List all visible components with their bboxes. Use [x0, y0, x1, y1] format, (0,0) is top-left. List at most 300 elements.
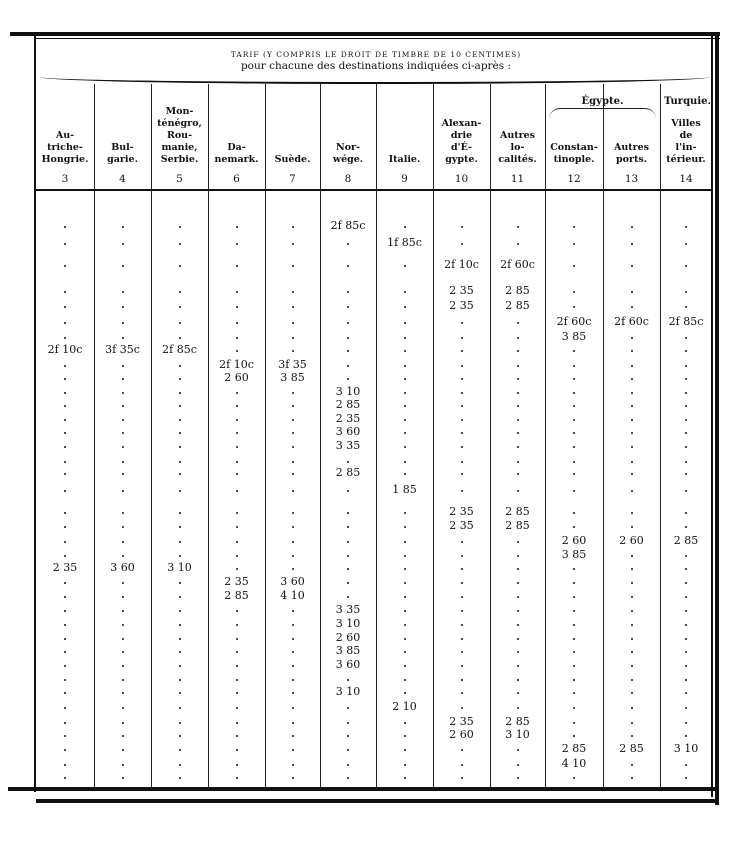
leader-dot: [461, 679, 463, 681]
leader-dot: [179, 337, 181, 339]
leader-dot: [685, 432, 687, 434]
leader-dot: [631, 735, 633, 737]
leader-dot: [517, 350, 519, 352]
leader-dot: [517, 707, 519, 709]
leader-dot: [573, 405, 575, 407]
leader-dot: [64, 432, 66, 434]
leader-dot: [517, 365, 519, 367]
leader-dot: [573, 291, 575, 293]
column-divider: [490, 84, 491, 787]
leader-dot: [517, 555, 519, 557]
leader-dot: [236, 490, 238, 492]
column-header-line: drie: [450, 130, 473, 141]
column-header-line: de: [679, 130, 693, 141]
leader-dot: [631, 679, 633, 681]
leader-dot: [292, 749, 294, 751]
tariff-value: 2 35: [224, 575, 249, 588]
leader-dot: [292, 512, 294, 514]
leader-dot: [517, 679, 519, 681]
leader-dot: [64, 777, 66, 779]
column-header-line: Au-: [55, 130, 75, 141]
leader-dot: [404, 764, 406, 766]
leader-dot: [122, 490, 124, 492]
column-divider: [603, 84, 604, 787]
tariff-value: 2 85: [505, 284, 530, 297]
leader-dot: [122, 419, 124, 421]
tariff-value: 3 10: [673, 742, 699, 755]
column-divider: [94, 84, 95, 787]
tariff-value: 2 85: [505, 505, 530, 518]
leader-dot: [685, 378, 687, 380]
leader-dot: [122, 446, 124, 448]
leader-dot: [64, 512, 66, 514]
tariff-value: 2 85: [505, 519, 530, 532]
tariff-value: 2 35: [449, 284, 474, 297]
leader-dot: [404, 365, 406, 367]
leader-dot: [64, 596, 66, 598]
leader-dot: [517, 665, 519, 667]
leader-dot: [461, 596, 463, 598]
leader-dot: [179, 322, 181, 324]
leader-dot: [404, 568, 406, 570]
leader-dot: [573, 512, 575, 514]
leader-dot: [292, 735, 294, 737]
leader-dot: [631, 446, 633, 448]
leader-dot: [517, 777, 519, 779]
column-number: 14: [679, 173, 693, 185]
leader-dot: [631, 461, 633, 463]
leader-dot: [573, 582, 575, 584]
leader-dot: [631, 651, 633, 653]
leader-dot: [631, 624, 633, 626]
leader-dot: [573, 226, 575, 228]
leader-dot: [573, 306, 575, 308]
leader-dot: [236, 777, 238, 779]
leader-dot: [179, 392, 181, 394]
leader-dot: [404, 777, 406, 779]
leader-dot: [631, 692, 633, 694]
leader-dot: [64, 378, 66, 380]
column-header: [94, 142, 151, 166]
leader-dot: [517, 337, 519, 339]
leader-dot: [64, 226, 66, 228]
column-divider: [151, 84, 152, 787]
column-header-line: wége.: [332, 154, 364, 165]
tariff-value: 2f 85c: [330, 219, 366, 232]
leader-dot: [404, 306, 406, 308]
leader-dot: [64, 365, 66, 367]
leader-dot: [573, 610, 575, 612]
leader-dot: [292, 432, 294, 434]
column-header: [490, 130, 545, 166]
leader-dot: [64, 624, 66, 626]
column-header: [151, 106, 208, 166]
leader-dot: [347, 555, 349, 557]
group-header-turquie: Turquie.: [664, 96, 711, 107]
leader-dot: [517, 651, 519, 653]
leader-dot: [122, 679, 124, 681]
leader-dot: [64, 337, 66, 339]
tariff-value: 3 60: [280, 575, 305, 588]
leader-dot: [122, 692, 124, 694]
leader-dot: [179, 610, 181, 612]
leader-dot: [292, 265, 294, 267]
leader-dot: [179, 512, 181, 514]
leader-dot: [631, 596, 633, 598]
leader-dot: [631, 610, 633, 612]
leader-dot: [236, 446, 238, 448]
leader-dot: [685, 461, 687, 463]
leader-dot: [122, 392, 124, 394]
leader-dot: [122, 526, 124, 528]
leader-dot: [122, 473, 124, 475]
column-divider: [660, 84, 661, 787]
leader-dot: [573, 707, 575, 709]
column-number: 12: [567, 173, 581, 185]
leader-dot: [179, 419, 181, 421]
column-divider: [545, 84, 546, 787]
column-header-line: gypte.: [445, 154, 478, 165]
column-header-line: Nor-: [336, 142, 360, 153]
leader-dot: [122, 610, 124, 612]
tariff-value: 2 60: [335, 631, 361, 644]
column-header-line: Autres: [499, 130, 536, 141]
leader-dot: [517, 446, 519, 448]
column-number: 5: [176, 173, 183, 185]
leader-dot: [685, 291, 687, 293]
leader-dot: [179, 432, 181, 434]
leader-dot: [573, 461, 575, 463]
tariff-value: 2 35: [52, 561, 78, 574]
tariff-value: 2f 60c: [614, 315, 649, 328]
leader-dot: [573, 638, 575, 640]
column-header-line: lo-: [510, 142, 525, 153]
leader-dot: [685, 735, 687, 737]
leader-dot: [461, 243, 463, 245]
leader-dot: [347, 378, 349, 380]
leader-dot: [685, 665, 687, 667]
leader-dot: [64, 692, 66, 694]
leader-dot: [64, 392, 66, 394]
tariff-value: 2f 60c: [500, 258, 535, 271]
leader-dot: [461, 707, 463, 709]
column-header-line: Villes: [671, 118, 701, 129]
leader-dot: [64, 638, 66, 640]
leader-dot: [517, 432, 519, 434]
leader-dot: [64, 722, 66, 724]
leader-dot: [517, 243, 519, 245]
leader-dot: [236, 419, 238, 421]
leader-dot: [122, 638, 124, 640]
leader-dot: [404, 392, 406, 394]
leader-dot: [347, 490, 349, 492]
column-number: 3: [61, 173, 69, 185]
leader-dot: [236, 392, 238, 394]
tariff-value: 3 85: [561, 548, 587, 561]
tariff-value: 4 10: [280, 589, 305, 602]
leader-dot: [404, 405, 406, 407]
leader-dot: [685, 568, 687, 570]
column-number: 6: [233, 173, 240, 185]
column-header-line: Hongrie.: [41, 154, 89, 165]
leader-dot: [461, 392, 463, 394]
column-divider: [433, 84, 434, 787]
table-bottom-border: [8, 787, 716, 791]
leader-dot: [685, 555, 687, 557]
tariff-value: 3 85: [280, 371, 305, 384]
leader-dot: [64, 764, 66, 766]
leader-dot: [404, 610, 406, 612]
leader-dot: [461, 365, 463, 367]
leader-dot: [64, 291, 66, 293]
leader-dot: [236, 265, 238, 267]
tariff-value: 2f 85c: [668, 315, 704, 328]
leader-dot: [685, 490, 687, 492]
tariff-value: 2 35: [449, 715, 474, 728]
tariff-value: 3 60: [335, 658, 361, 671]
column-header-line: triche-: [47, 142, 83, 153]
column-divider: [265, 84, 266, 787]
leader-dot: [404, 722, 406, 724]
leader-dot: [347, 722, 349, 724]
leader-dot: [347, 337, 349, 339]
tariff-value: 3 10: [335, 385, 361, 398]
leader-dot: [685, 679, 687, 681]
leader-dot: [236, 461, 238, 463]
leader-dot: [64, 306, 66, 308]
leader-dot: [404, 322, 406, 324]
leader-dot: [347, 764, 349, 766]
tariff-value: 2f 10c: [47, 343, 83, 356]
leader-dot: [517, 692, 519, 694]
leader-dot: [347, 306, 349, 308]
table-title-line2: pour chacune des destinations indiquées ci-après :: [240, 60, 512, 72]
tariff-value: 3 10: [335, 617, 361, 630]
leader-dot: [64, 461, 66, 463]
leader-dot: [122, 624, 124, 626]
leader-dot: [179, 490, 181, 492]
column-header: [320, 142, 376, 166]
leader-dot: [347, 749, 349, 751]
title-curve-rule: [40, 70, 710, 84]
leader-dot: [685, 405, 687, 407]
leader-dot: [122, 777, 124, 779]
leader-dot: [461, 337, 463, 339]
leader-dot: [236, 735, 238, 737]
leader-dot: [685, 365, 687, 367]
column-header: [208, 142, 265, 166]
leader-dot: [631, 350, 633, 352]
leader-dot: [404, 350, 406, 352]
leader-dot: [292, 707, 294, 709]
leader-dot: [64, 679, 66, 681]
leader-dot: [685, 350, 687, 352]
leader-dot: [292, 419, 294, 421]
leader-dot: [404, 461, 406, 463]
tariff-value: 3 35: [335, 439, 361, 452]
leader-dot: [404, 638, 406, 640]
leader-dot: [404, 291, 406, 293]
leader-dot: [236, 512, 238, 514]
leader-dot: [631, 243, 633, 245]
leader-dot: [404, 735, 406, 737]
leader-dot: [461, 419, 463, 421]
leader-dot: [179, 735, 181, 737]
leader-dot: [573, 350, 575, 352]
leader-dot: [347, 596, 349, 598]
column-header-line: calités.: [498, 154, 537, 165]
leader-dot: [404, 541, 406, 543]
leader-dot: [236, 707, 238, 709]
leader-dot: [631, 337, 633, 339]
leader-dot: [631, 707, 633, 709]
column-number: 8: [344, 173, 352, 185]
leader-dot: [292, 526, 294, 528]
table-bottom-border-outer: [36, 799, 719, 803]
leader-dot: [461, 764, 463, 766]
leader-dot: [236, 638, 238, 640]
leader-dot: [179, 243, 181, 245]
leader-dot: [64, 265, 66, 267]
leader-dot: [631, 526, 633, 528]
column-header-line: Autres: [613, 142, 650, 153]
column-header: [545, 142, 603, 166]
column-divider: [208, 84, 209, 787]
leader-dot: [573, 692, 575, 694]
column-header-line: garie.: [107, 154, 138, 165]
leader-dot: [122, 735, 124, 737]
column-header-line: ports.: [615, 154, 648, 165]
leader-dot: [517, 419, 519, 421]
column-number: 4: [119, 173, 126, 185]
leader-dot: [122, 291, 124, 293]
tariff-value: 3 10: [167, 561, 192, 574]
leader-dot: [404, 624, 406, 626]
leader-dot: [573, 679, 575, 681]
leader-dot: [573, 473, 575, 475]
column-header-line: Italie.: [388, 154, 421, 165]
leader-dot: [122, 722, 124, 724]
leader-dot: [631, 306, 633, 308]
leader-dot: [292, 541, 294, 543]
leader-dot: [179, 541, 181, 543]
leader-dot: [292, 638, 294, 640]
table-title-line1: TARIF (Y COMPRIS LE DROIT DE TIMBRE DE 10 CENTIMES): [230, 50, 522, 59]
leader-dot: [461, 322, 463, 324]
column-header-line: tinople.: [553, 154, 595, 165]
leader-dot: [64, 490, 66, 492]
leader-dot: [685, 651, 687, 653]
leader-dot: [517, 596, 519, 598]
leader-dot: [685, 582, 687, 584]
leader-dot: [461, 777, 463, 779]
leader-dot: [685, 764, 687, 766]
tariff-value: 2 85: [561, 742, 587, 755]
column-header: [376, 154, 433, 166]
leader-dot: [179, 378, 181, 380]
column-header-line: Rou-: [166, 130, 193, 141]
column-number: 13: [624, 173, 639, 185]
leader-dot: [631, 582, 633, 584]
leader-dot: [292, 764, 294, 766]
leader-dot: [631, 512, 633, 514]
leader-dot: [404, 651, 406, 653]
leader-dot: [292, 624, 294, 626]
leader-dot: [517, 226, 519, 228]
leader-dot: [685, 446, 687, 448]
leader-dot: [685, 707, 687, 709]
leader-dot: [122, 306, 124, 308]
tariff-value: 2 35: [449, 519, 474, 532]
tariff-value: 2 85: [505, 299, 530, 312]
column-header-line: Serbie.: [160, 154, 199, 165]
leader-dot: [404, 665, 406, 667]
leader-dot: [122, 707, 124, 709]
leader-dot: [631, 638, 633, 640]
leader-dot: [179, 596, 181, 598]
leader-dot: [685, 337, 687, 339]
leader-dot: [631, 568, 633, 570]
leader-dot: [685, 243, 687, 245]
column-header-line: l'in-: [675, 142, 697, 153]
leader-dot: [347, 526, 349, 528]
leader-dot: [573, 419, 575, 421]
leader-dot: [517, 473, 519, 475]
leader-dot: [517, 541, 519, 543]
leader-dot: [122, 512, 124, 514]
leader-dot: [292, 226, 294, 228]
leader-dot: [631, 722, 633, 724]
leader-dot: [292, 243, 294, 245]
leader-dot: [236, 322, 238, 324]
leader-dot: [347, 365, 349, 367]
leader-dot: [631, 291, 633, 293]
leader-dot: [122, 764, 124, 766]
leader-dot: [179, 306, 181, 308]
leader-dot: [573, 526, 575, 528]
leader-dot: [347, 541, 349, 543]
column-header-line: Suède.: [274, 154, 311, 165]
leader-dot: [517, 749, 519, 751]
leader-dot: [64, 541, 66, 543]
leader-dot: [122, 749, 124, 751]
leader-dot: [685, 722, 687, 724]
leader-dot: [236, 306, 238, 308]
leader-dot: [685, 692, 687, 694]
leader-dot: [461, 610, 463, 612]
leader-dot: [404, 337, 406, 339]
leader-dot: [64, 322, 66, 324]
leader-dot: [122, 651, 124, 653]
leader-dot: [179, 665, 181, 667]
leader-dot: [517, 322, 519, 324]
leader-dot: [236, 692, 238, 694]
tariff-value: 2 35: [449, 299, 474, 312]
leader-dot: [179, 365, 181, 367]
leader-dot: [292, 405, 294, 407]
leader-dot: [236, 243, 238, 245]
leader-dot: [573, 446, 575, 448]
table-right-border-shadow: [715, 32, 719, 805]
leader-dot: [179, 764, 181, 766]
leader-dot: [573, 365, 575, 367]
leader-dot: [461, 749, 463, 751]
column-header: [603, 142, 660, 166]
leader-dot: [64, 610, 66, 612]
tariff-value: 2 85: [505, 715, 530, 728]
leader-dot: [179, 624, 181, 626]
leader-dot: [461, 378, 463, 380]
